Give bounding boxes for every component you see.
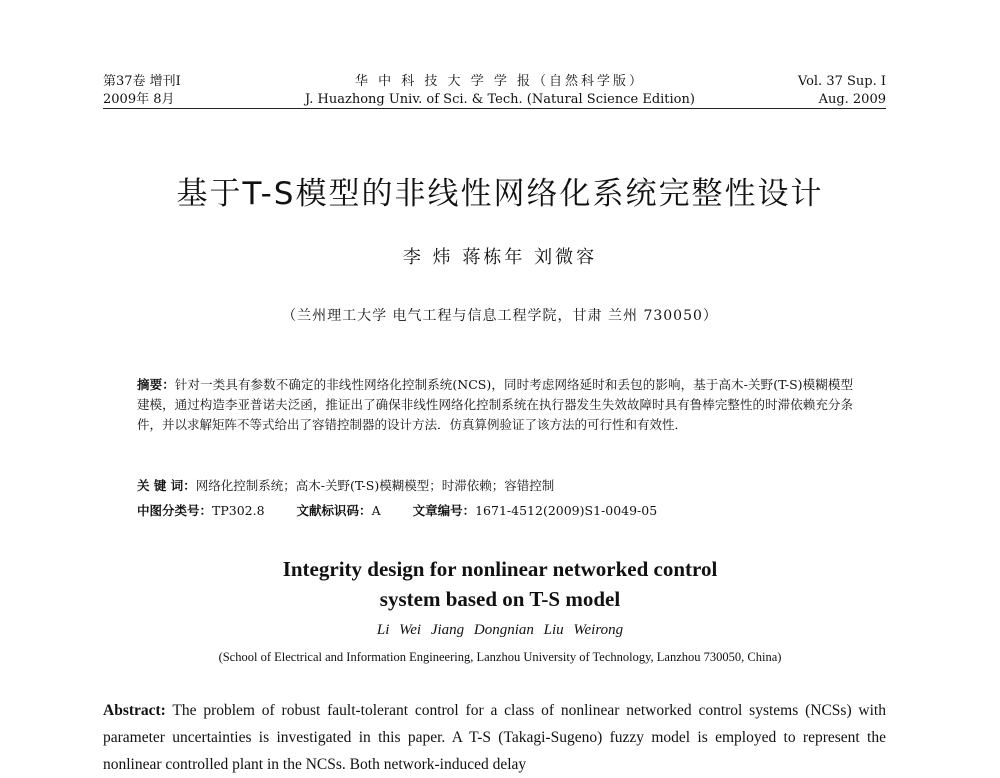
title-en-line2: system based on T-S model (379, 587, 621, 611)
article-no-label: 文章编号： (412, 503, 476, 518)
journal-name-cn: 华 中 科 技 大 学 学 报（自然科学版） (355, 74, 645, 89)
authors-en: Li Wei Jiang Dongnian Liu Weirong (376, 622, 624, 638)
journal-name-en: J. Huazhong Univ. of Sci. & Tech. (Natural Science Edition) (305, 92, 695, 107)
title-cn: 基于T-S模型的非线性网络化系统完整性设计 (176, 176, 824, 212)
abstract-text-cn: 针对一类具有参数不确定的非线性网络化控制系统(NCS)，同时考虑网络延时和丢包的影响，基于高木-关野(T-S)模糊模型建模，通过构造李亚普诺夫泛函，推证出了确保非线性网络化控制系统在执行器发生失效故障时具有鲁棒完整性的时滞依赖充分条件，并以求解矩阵不等式给出了容错控制器的设计方法．仿真算例验证了该方法的可行性和有效性． (137, 377, 853, 432)
header-rule (103, 108, 886, 109)
clc-label: 中图分类号： (137, 503, 213, 518)
keywords-text-cn: 网络化控制系统；高木-关野(T-S)模糊模型；时滞依赖；容错控制 (195, 478, 555, 493)
doc-code-value: A (371, 503, 381, 518)
volume-issue-cn: 第37卷 增刊Ⅰ (103, 74, 181, 89)
article-no-value: 1671-4512(2009)S1-0049-05 (475, 503, 658, 518)
title-en-line1: Integrity design for nonlinear networked control (282, 557, 718, 581)
keywords-label-cn: 关 键 词： (137, 478, 196, 493)
classification-line (137, 501, 853, 521)
abstract-label-en: Abstract: (103, 702, 166, 719)
title-en (0, 554, 1000, 614)
abstract-text-en: The problem of robust fault-tolerant control for a class of nonlinear networked control systems (NCSs) with parameter uncertainties is investigated in this paper. A T-S (Takagi-Sugeno) fuzzy model is employed to represent the nonlinear controlled plant in the NCSs. Both network-induced delay (103, 702, 886, 773)
affiliation-cn: （兰州理工大学 电气工程与信息工程学院，甘肃 兰州 730050） (282, 308, 718, 324)
doc-code-label: 文献标识码： (296, 503, 372, 518)
volume-issue-en: Vol. 37 Sup. Ⅰ (797, 74, 886, 89)
date-en: Aug. 2009 (818, 92, 886, 107)
affiliation-en: (School of Electrical and Information Engineering, Lanzhou University of Technology, Lanzhou 730050, China) (218, 650, 782, 664)
date-cn: 2009年 8月 (103, 92, 175, 107)
authors-cn: 李 炜 蒋栋年 刘微容 (402, 247, 598, 268)
abstract-en (103, 697, 886, 778)
keywords-cn (137, 476, 853, 496)
clc-value: TP302.8 (212, 503, 265, 518)
abstract-cn (137, 375, 853, 435)
abstract-label-cn: 摘要： (137, 377, 175, 392)
